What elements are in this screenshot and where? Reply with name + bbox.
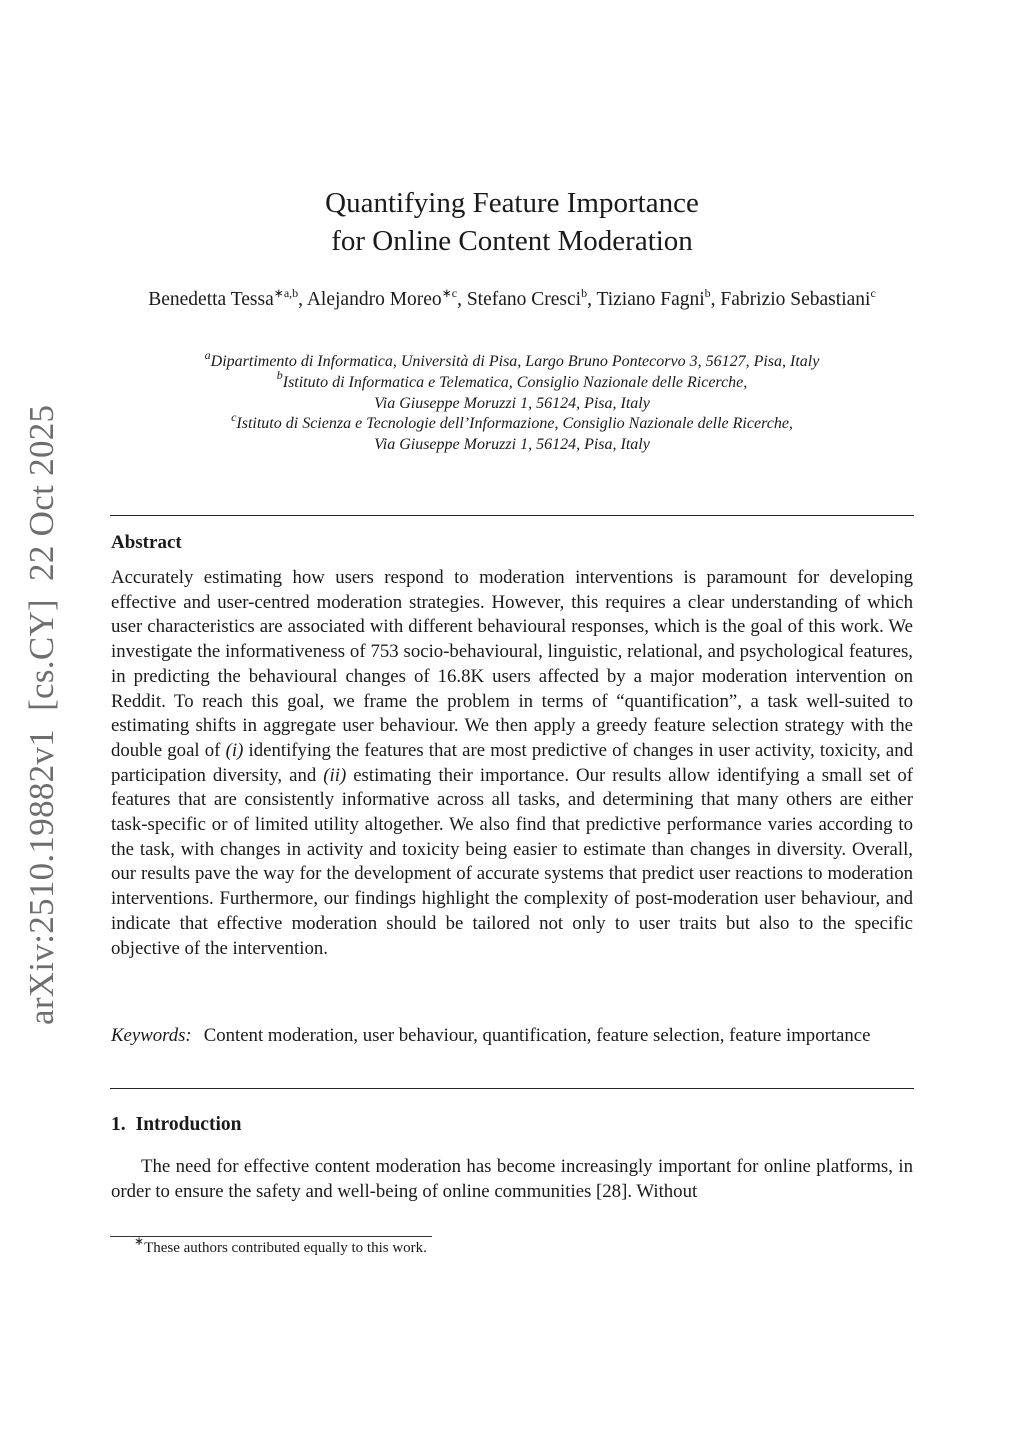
affiliation-text: Via Giuseppe Moruzzi 1, 56124, Pisa, Italy	[374, 436, 650, 454]
author-name: Tiziano Fagni	[596, 289, 705, 310]
enumeration-marker: (ii)	[323, 764, 347, 786]
abstract-bottom-rule	[110, 1088, 914, 1089]
abstract-top-rule	[110, 515, 914, 516]
affiliation-text: Dipartimento di Informatica, Università di Pisa, Largo Bruno Pontecorvo 3, 56127, Pisa, Italy	[210, 353, 820, 370]
arxiv-date: 22 Oct 2025	[22, 404, 61, 581]
author-marks: ∗c	[441, 285, 458, 300]
affiliation-line	[112, 347, 912, 373]
author-name: Fabrizio Sebastiani	[720, 289, 871, 310]
title-line-2: for Online Content Moderation	[331, 225, 693, 257]
affiliation-text: Via Giuseppe Moruzzi 1, 56124, Pisa, Italy	[374, 394, 650, 412]
abstract-heading: Abstract	[111, 532, 182, 553]
author-marks: b	[704, 285, 711, 300]
title-line-1: Quantifying Feature Importance	[325, 187, 699, 219]
affiliation-mark: a	[204, 347, 211, 362]
affiliation-mark: b	[276, 368, 283, 383]
abstract-body	[111, 566, 913, 961]
affiliations	[112, 347, 912, 456]
affiliation-mark: c	[231, 410, 237, 425]
author-name: Benedetta Tessa	[148, 289, 274, 310]
author-marks: c	[870, 285, 876, 300]
affiliation-text: Istituto di Scienza e Tecnologie dell’Informazione, Consiglio Nazionale delle Ricerche,	[236, 415, 793, 433]
footnote	[134, 1234, 427, 1257]
author-list: Benedetta Tessa$^{∗a,b}$, Alejandro Moreo$^{∗c}$, Stefano Cresci$^b$, Tiziano Fagni$^b$, Fabrizio Sebastiani$^c$	[148, 285, 876, 310]
keywords-text: Content moderation, user behaviour, quantification, feature selection, feature importance	[203, 1025, 871, 1046]
section-title: Introduction	[135, 1114, 242, 1135]
keywords	[111, 1024, 913, 1049]
footnote-mark: ∗	[134, 1234, 145, 1248]
abstract-text: estimating their importance. Our results allow identifying a small set of features that are consistently informative across all tasks, and determining that many others are either task-specific or of limited utility altogether. We also find that predictive performance varies according to the task, with changes in activity and toxicity being easier to estimate than changes in diversity. Overall, our results pave the way for the development of accurate systems that predict user reactions to moderation interventions. Furthermore, our findings highlight the complexity of post-moderation user behaviour, and indicate that effective moderation should be tailored not only to user traits but also to the specific objective of the intervention.	[111, 764, 913, 959]
footnote-rule	[110, 1236, 432, 1237]
introduction-paragraph: The need for effective content moderation has become increasingly important for online platforms, in order to ensure the safety and well-being of online communities [28]. Without	[111, 1156, 913, 1202]
affiliation-line	[112, 410, 912, 435]
enumeration-marker: (i)	[225, 739, 244, 761]
affiliation-line	[112, 368, 912, 394]
section-number: 1.	[111, 1114, 126, 1135]
keywords-label: Keywords:	[111, 1025, 192, 1046]
arxiv-identifier-stamp	[22, 404, 62, 1025]
author-name: Alejandro Moreo	[306, 289, 442, 310]
abstract-text: identifying the features that are most predictive of changes in user activity, toxicity, and participation diversity, and	[111, 739, 913, 786]
affiliation-line	[112, 435, 912, 456]
arxiv-category: [cs.CY]	[22, 598, 61, 711]
paper-title	[112, 184, 912, 260]
arxiv-id: arXiv:2510.19882v1	[22, 728, 61, 1025]
footnote-text: These authors contributed equally to this work.	[144, 1240, 427, 1256]
affiliation-text: Istituto di Informatica e Telematica, Consiglio Nazionale delle Ricerche,	[282, 373, 748, 391]
section-heading	[111, 1114, 241, 1136]
abstract-text: Accurately estimating how users respond to moderation interventions is paramount for developing effective and user-centred moderation strategies. However, this requires a clear understanding of which user characteristics are associated with different behavioural responses, which is the goal of this work. We investigate the informativeness of 753 socio-behavioural, linguistic, relational, and psychological features, in predicting the behavioural changes of 16.8K users affected by a major moderation intervention on Reddit. To reach this goal, we frame the problem in terms of “quantification”, a task well-suited to estimating shifts in aggregate user behaviour. We then apply a greedy feature selection strategy with the double goal of	[111, 567, 913, 761]
author-marks: b	[581, 285, 588, 300]
author-marks: ∗a,b	[273, 285, 299, 300]
author-name: Stefano Cresci	[466, 289, 582, 310]
